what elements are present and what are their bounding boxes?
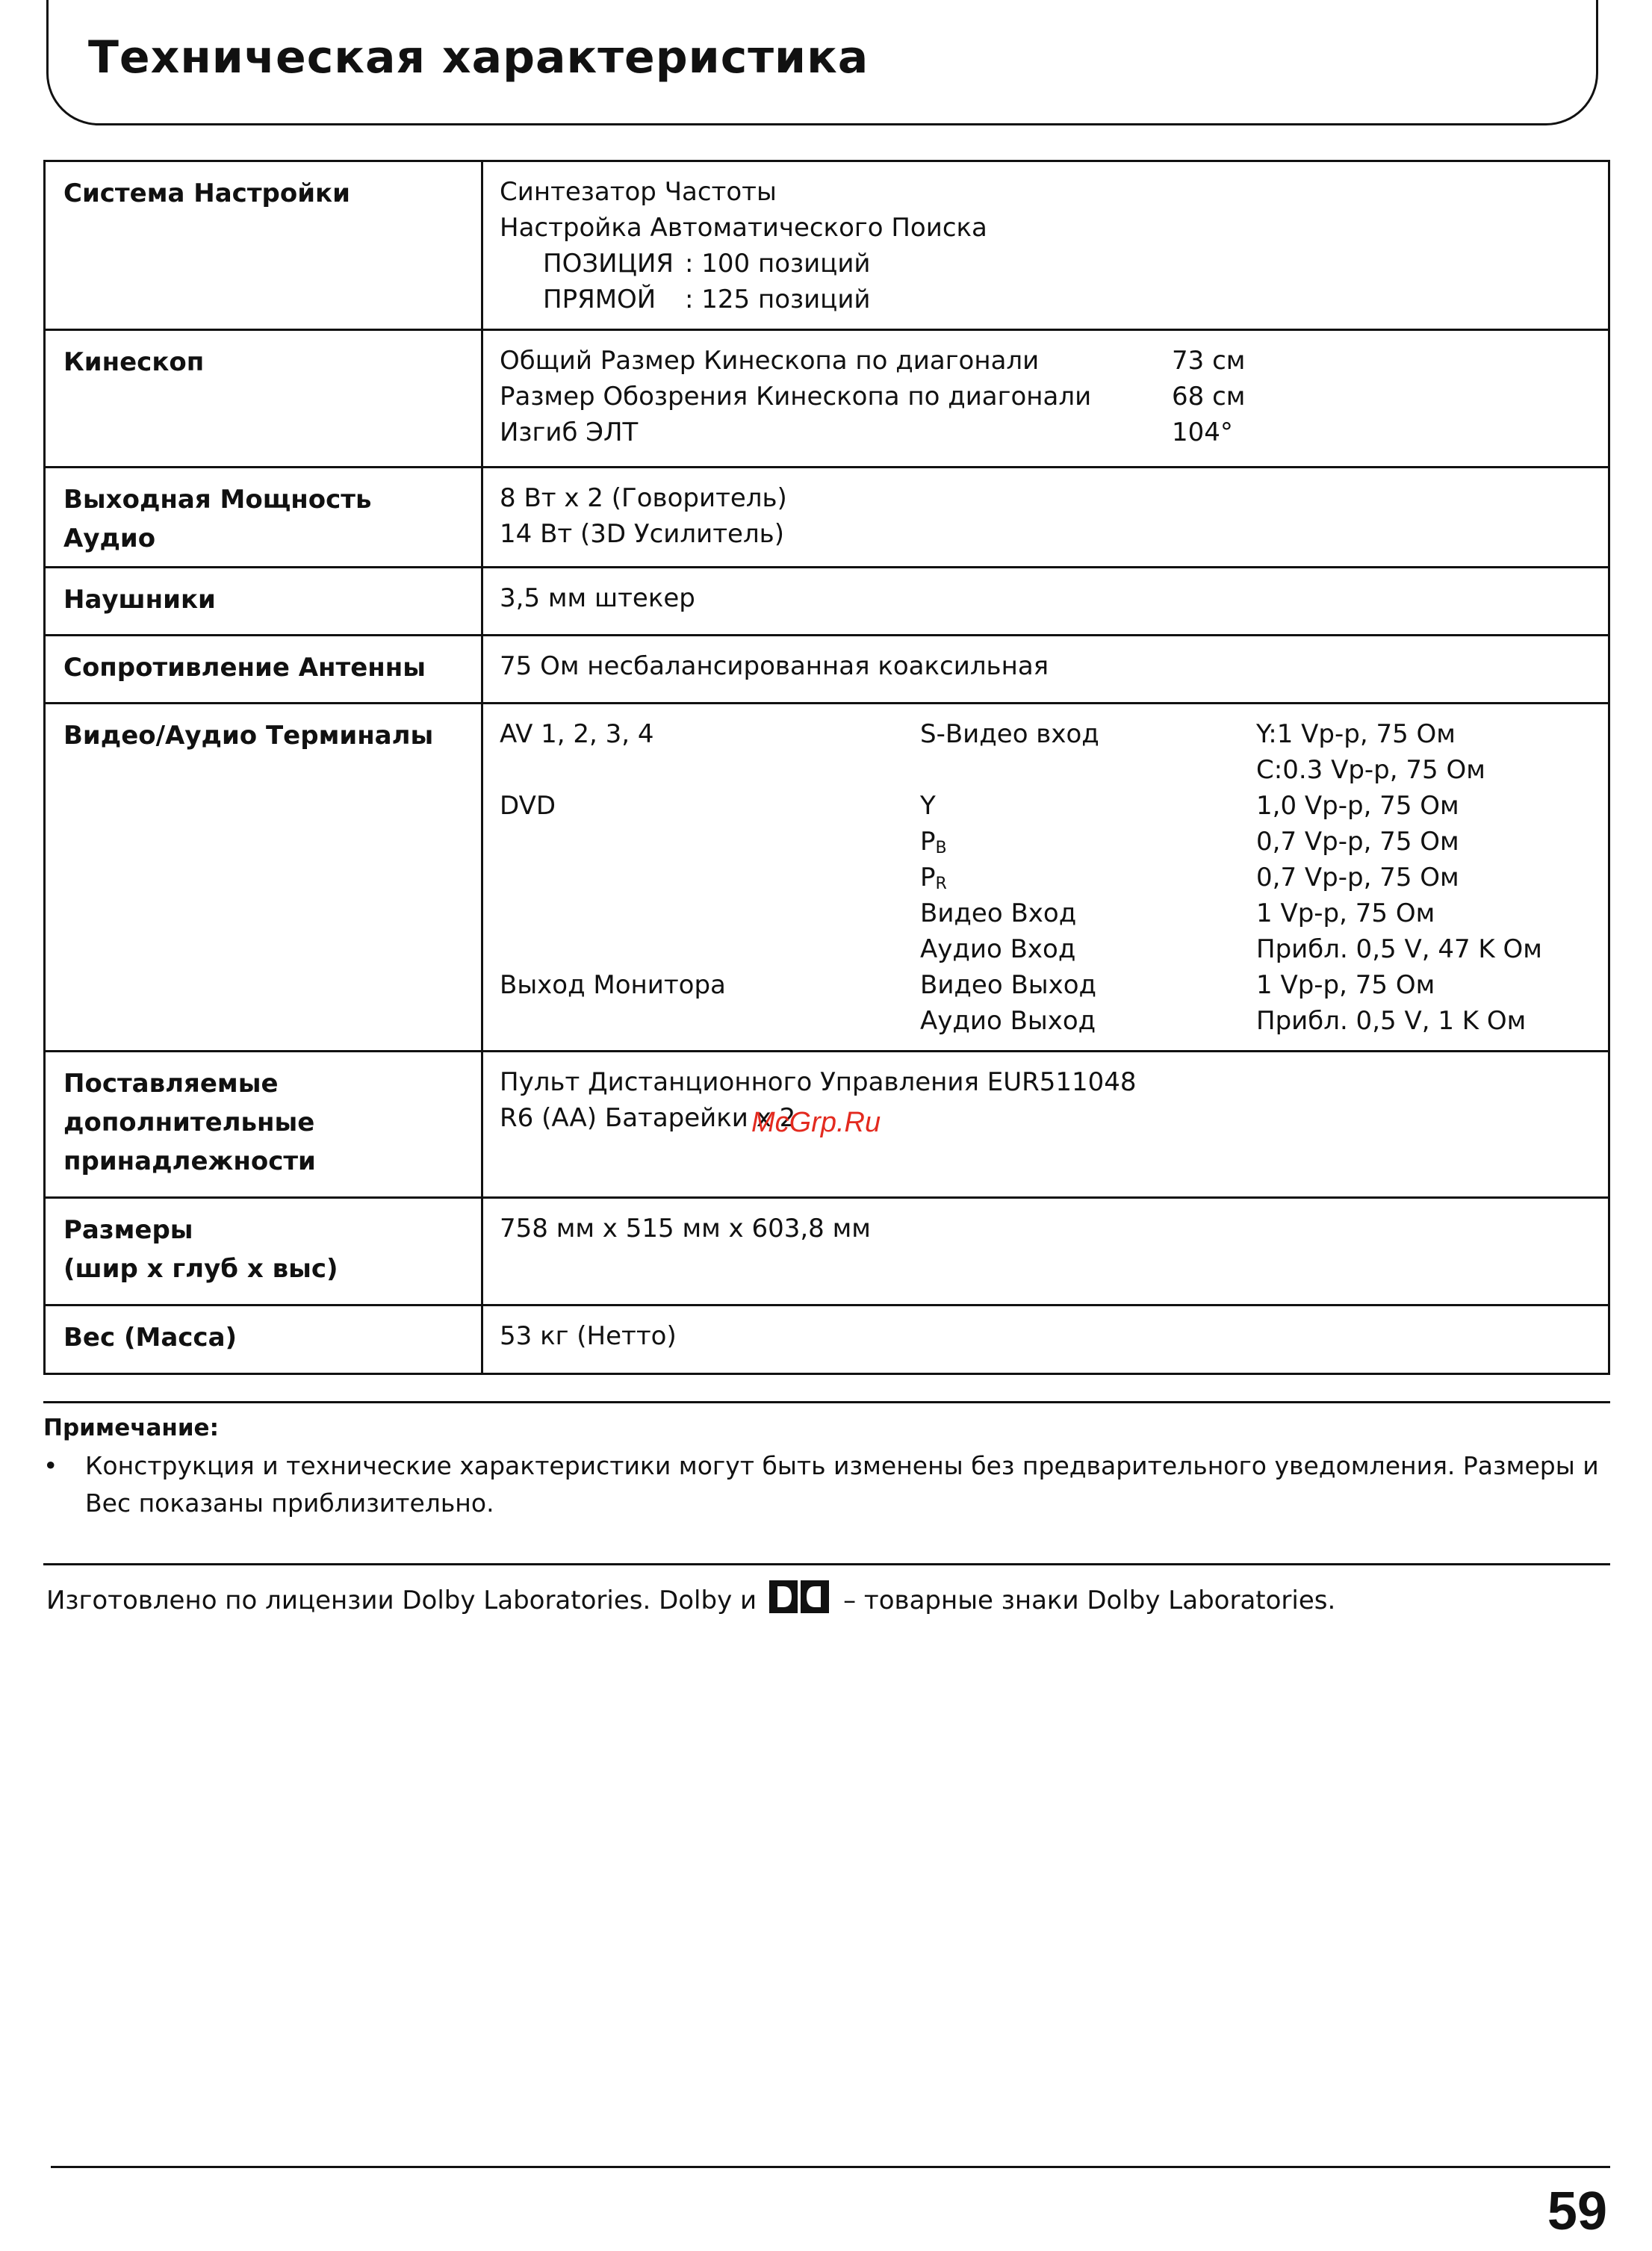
- terminal-signal-main: P: [920, 863, 936, 892]
- license-text: – товарные знаки Dolby Laboratories.: [843, 1585, 1336, 1615]
- spec-label: [45, 1052, 482, 1198]
- table-row: [45, 161, 1609, 330]
- spec-key: Размер Обозрения Кинескопа по диагонали: [500, 382, 1092, 412]
- terminal-grid: [500, 716, 1592, 1039]
- terminal-group: AV 1, 2, 3, 4: [500, 719, 654, 749]
- spec-line: 758 мм x 515 мм x 603,8 мм: [500, 1214, 871, 1244]
- note-heading: Примечание:: [43, 1415, 219, 1441]
- table-row: [45, 1305, 1609, 1374]
- terminal-signal: S-Видео вход: [920, 719, 1099, 749]
- spec-value: [482, 636, 1609, 704]
- spec-label: Вес (Масса): [45, 1305, 482, 1374]
- terminal-signal-sub: B: [935, 839, 947, 857]
- dolby-double-d-icon: [768, 1579, 830, 1621]
- terminal-signal: Видео Выход: [920, 970, 1097, 1000]
- spec-value: [482, 568, 1609, 636]
- watermark: McGrp.Ru: [751, 1107, 881, 1138]
- terminal-spec: 0,7 Vp-p, 75 Ом: [1256, 863, 1459, 892]
- spec-label: Выходная Мощность Аудио: [45, 468, 482, 568]
- spec-key: ПРЯМОЙ: [543, 285, 656, 314]
- spec-table: [43, 160, 1610, 1375]
- terminal-spec: 1 Vp-p, 75 Ом: [1256, 898, 1435, 928]
- spec-label-line: принадлежности: [63, 1146, 316, 1176]
- terminal-group: Выход Монитора: [500, 970, 726, 1000]
- spec-line: 53 кг (Нетто): [500, 1321, 677, 1351]
- spec-label-line: Размеры: [63, 1215, 193, 1245]
- spec-label-line: (шир x глуб x выс): [63, 1254, 338, 1284]
- spec-label-line: Поставляемые: [63, 1069, 279, 1099]
- spec-line: 8 Вт x 2 (Говоритель): [500, 483, 787, 513]
- spec-label: Кинескоп: [45, 330, 482, 468]
- note-item: [43, 1447, 1612, 1522]
- terminal-group: [500, 895, 920, 931]
- spec-label: Система Настройки: [45, 161, 482, 330]
- spec-line: [500, 246, 1592, 282]
- table-row: [45, 636, 1609, 704]
- spec-line: 75 Ом несбалансированная коаксильная: [500, 651, 1049, 681]
- spec-line: [500, 282, 1592, 317]
- spec-value: [482, 704, 1609, 1052]
- bullet: •: [43, 1451, 58, 1480]
- note-text: Конструкция и технические характеристики могут быть изменены без предварительного уведомления. Размеры и Вес показаны приблизительно.: [85, 1451, 1599, 1518]
- license-text: Изготовлено по лицензии Dolby Laboratories. Dolby и: [46, 1585, 757, 1615]
- spec-line: Синтезатор Частоты: [500, 177, 777, 207]
- terminal-group: [500, 1003, 920, 1039]
- spec-line: [500, 343, 1592, 379]
- spec-value: [482, 1198, 1609, 1305]
- terminal-group: [500, 752, 920, 788]
- page-number: 59: [1547, 2182, 1607, 2241]
- table-row: [45, 1198, 1609, 1305]
- spec-key-value: 68 см: [1172, 382, 1246, 412]
- spec-line: Настройка Автоматического Поиска: [500, 213, 987, 243]
- spec-key: Общий Размер Кинескопа по диагонали: [500, 346, 1040, 376]
- spec-key: ПОЗИЦИЯ: [543, 249, 674, 279]
- spec-line: Пульт Дистанционного Управления EUR511048: [500, 1067, 1137, 1097]
- spec-key-value: : 125 позиций: [685, 285, 871, 314]
- terminal-signal: Y: [920, 791, 936, 821]
- spec-value: [482, 1305, 1609, 1374]
- spec-key-value: 104°: [1172, 417, 1233, 447]
- terminal-spec: 0,7 Vp-p, 75 Ом: [1256, 827, 1459, 857]
- terminal-group: [500, 860, 920, 895]
- terminal-signal: [920, 860, 1256, 895]
- terminal-signal-main: P: [920, 827, 936, 857]
- terminal-spec: Прибл. 0,5 V, 1 K Ом: [1256, 1006, 1527, 1036]
- terminal-spec: 1 Vp-p, 75 Ом: [1256, 970, 1435, 1000]
- spec-value: [482, 330, 1609, 468]
- terminal-signal: [920, 824, 1256, 860]
- spec-label: Видео/Аудио Терминалы: [45, 704, 482, 1052]
- spec-label: Сопротивление Антенны: [45, 636, 482, 704]
- table-row: [45, 704, 1609, 1052]
- spec-value: [482, 161, 1609, 330]
- spec-label: [45, 1198, 482, 1305]
- terminal-signal: [920, 752, 1256, 788]
- table-row: [45, 330, 1609, 468]
- license-line: [46, 1579, 1335, 1621]
- page-title: Техническая характеристика: [88, 31, 869, 84]
- divider: [43, 1401, 1610, 1403]
- spec-key: Изгиб ЭЛТ: [500, 417, 639, 447]
- terminal-signal-sub: R: [935, 875, 947, 893]
- table-row: [45, 468, 1609, 568]
- divider: [51, 2166, 1610, 2168]
- spec-key-value: : 100 позиций: [685, 249, 871, 279]
- spec-line: 14 Вт (3D Усилитель): [500, 519, 784, 549]
- spec-line: [500, 379, 1592, 415]
- terminal-spec: Прибл. 0,5 V, 47 K Ом: [1256, 934, 1542, 964]
- spec-label: Наушники: [45, 568, 482, 636]
- terminal-spec: Y:1 Vp-p, 75 Ом: [1256, 719, 1456, 749]
- terminal-signal: Аудио Выход: [920, 1006, 1096, 1036]
- terminal-group: DVD: [500, 791, 556, 821]
- spec-key-value: 73 см: [1172, 346, 1246, 376]
- spec-label-line: дополнительные: [63, 1108, 315, 1137]
- spec-line: R6 (AA) Батарейки x 2: [500, 1103, 796, 1133]
- terminal-group: [500, 824, 920, 860]
- table-row: [45, 568, 1609, 636]
- terminal-spec: 1,0 Vp-p, 75 Ом: [1256, 791, 1459, 821]
- divider: [43, 1563, 1610, 1565]
- spec-value: [482, 1052, 1609, 1198]
- terminal-spec: C:0.3 Vp-p, 75 Ом: [1256, 755, 1485, 785]
- terminal-group: [500, 931, 920, 967]
- spec-value: [482, 468, 1609, 568]
- spec-line: [500, 415, 1592, 450]
- terminal-signal: Аудио Вход: [920, 934, 1076, 964]
- terminal-signal: Видео Вход: [920, 898, 1077, 928]
- spec-line: 3,5 мм штекер: [500, 583, 695, 613]
